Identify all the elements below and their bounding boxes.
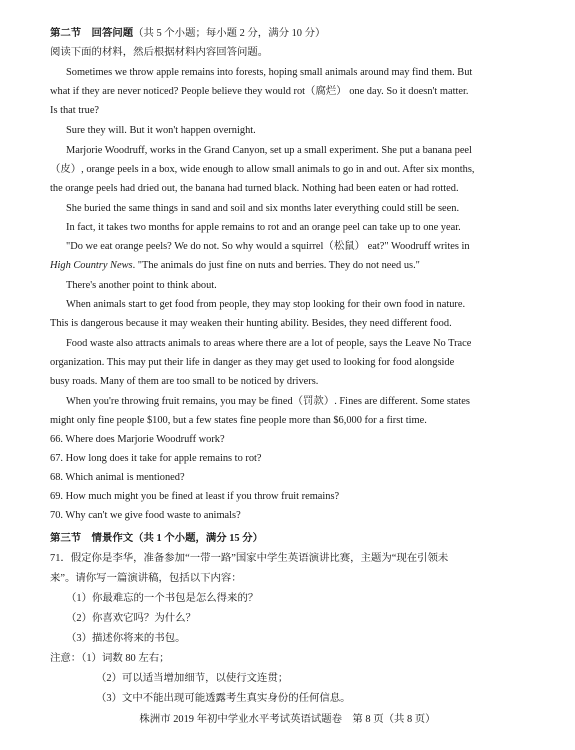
passage-line: When you're throwing fruit remains, you may be fined（罚款）. Fines are different. Some states (66, 396, 470, 407)
passage-line: "Do we eat orange peels? We do not. So why would a squirrel（松鼠） eat?" Woodruff writes in (66, 241, 470, 252)
writing-point: （3）描述你将来的书包。 (66, 633, 186, 644)
question-68: 68. Which animal is mentioned? (50, 472, 185, 483)
passage-line: busy roads. Many of them are too small to be noticed by drivers. (50, 376, 319, 387)
passage-line: might only fine people $100, but a few states fine people more than $6,000 for a first time. (50, 415, 427, 426)
section2-instruction: 阅读下面的材料，然后根据材料内容回答问题。 (50, 47, 269, 58)
magazine-title: High Country News (50, 260, 133, 271)
section3-title-note: （共 1 个小题，满分 15 分） (133, 533, 264, 544)
passage-line: Marjorie Woodruff, works in the Grand Canyon, set up a small experiment. She put a banana peel (66, 145, 472, 156)
note-item: （1）词数 80 左右； (81, 653, 170, 664)
passage-line: This is dangerous because it may weaken their hunting ability. Besides, they need different food. (50, 318, 452, 329)
question-71-line: 71．假定你是李华，准备参加“一带一路”国家中学生英语演讲比赛，主题为“现在引领未 (50, 553, 449, 564)
writing-point: （1）你最难忘的一个书包是怎么得来的？ (66, 593, 259, 604)
page-footer: 株洲市 2019 年初中学业水平考试英语试题卷 第 8 页（共 8 页） (139, 714, 436, 725)
passage-line: （皮）, orange peels in a box, wide enough to allow small animals to go in and out. After six months, (50, 164, 475, 175)
note-row (50, 652, 550, 665)
passage-line: the orange peels had dried out, the banana had turned black. Nothing had been eaten or had rotted. (50, 183, 459, 194)
note-label: 注意： (50, 653, 82, 664)
passage-line-rest: . "The animals do just fine on nuts and berries. They do not need us." (132, 260, 420, 271)
question-69: 69. How much might you be fined at least if you throw fruit remains? (50, 491, 340, 502)
question-71-line: 来”。请你写一篇演讲稿，包括以下内容： (50, 573, 242, 584)
section2-title: 第二节 回答问题 (50, 28, 134, 39)
passage-line: what if they are never noticed? People believe they would rot（腐烂） one day. So it doesn't matter. (50, 86, 469, 97)
question-66: 66. Where does Marjorie Woodruff work? (50, 434, 225, 445)
passage-line: She buried the same things in sand and soil and six months later everything could still be seen. (66, 203, 460, 214)
passage-line: Food waste also attracts animals to areas where there are a lot of people, says the Leave No Trace (66, 338, 472, 349)
question-70: 70. Why can't we give food waste to animals? (50, 510, 241, 521)
question-67: 67. How long does it take for apple remains to rot? (50, 453, 262, 464)
passage-line: When animals start to get food from people, they may stop looking for their own food in nature. (66, 299, 466, 310)
passage-line (50, 259, 550, 272)
passage-line: Is that true? (50, 105, 100, 116)
passage-line: In fact, it takes two months for apple remains to rot and an orange peel can take up to one year. (66, 222, 461, 233)
writing-point: （2）你喜欢它吗？为什么？ (66, 613, 196, 624)
passage-line: Sure they will. But it won't happen overnight. (66, 125, 256, 136)
section2-heading (50, 27, 550, 40)
passage-line: Sometimes we throw apple remains into forests, hoping small animals around may find them. But (66, 67, 473, 78)
passage-line: There's another point to think about. (66, 280, 217, 291)
passage-line: organization. This may put their life in danger as they may get used to looking for food alongside (50, 357, 455, 368)
note-item: （3）文中不能出现可能透露考生真实身份的任何信息。 (96, 693, 351, 704)
section3-title: 第三节 情景作文 (50, 533, 134, 544)
section3-heading (50, 532, 550, 545)
section2-title-note: （共 5 个小题；每小题 2 分，满分 10 分） (133, 28, 326, 39)
note-item: （2）可以适当增加细节，以使行文连贯； (96, 673, 289, 684)
